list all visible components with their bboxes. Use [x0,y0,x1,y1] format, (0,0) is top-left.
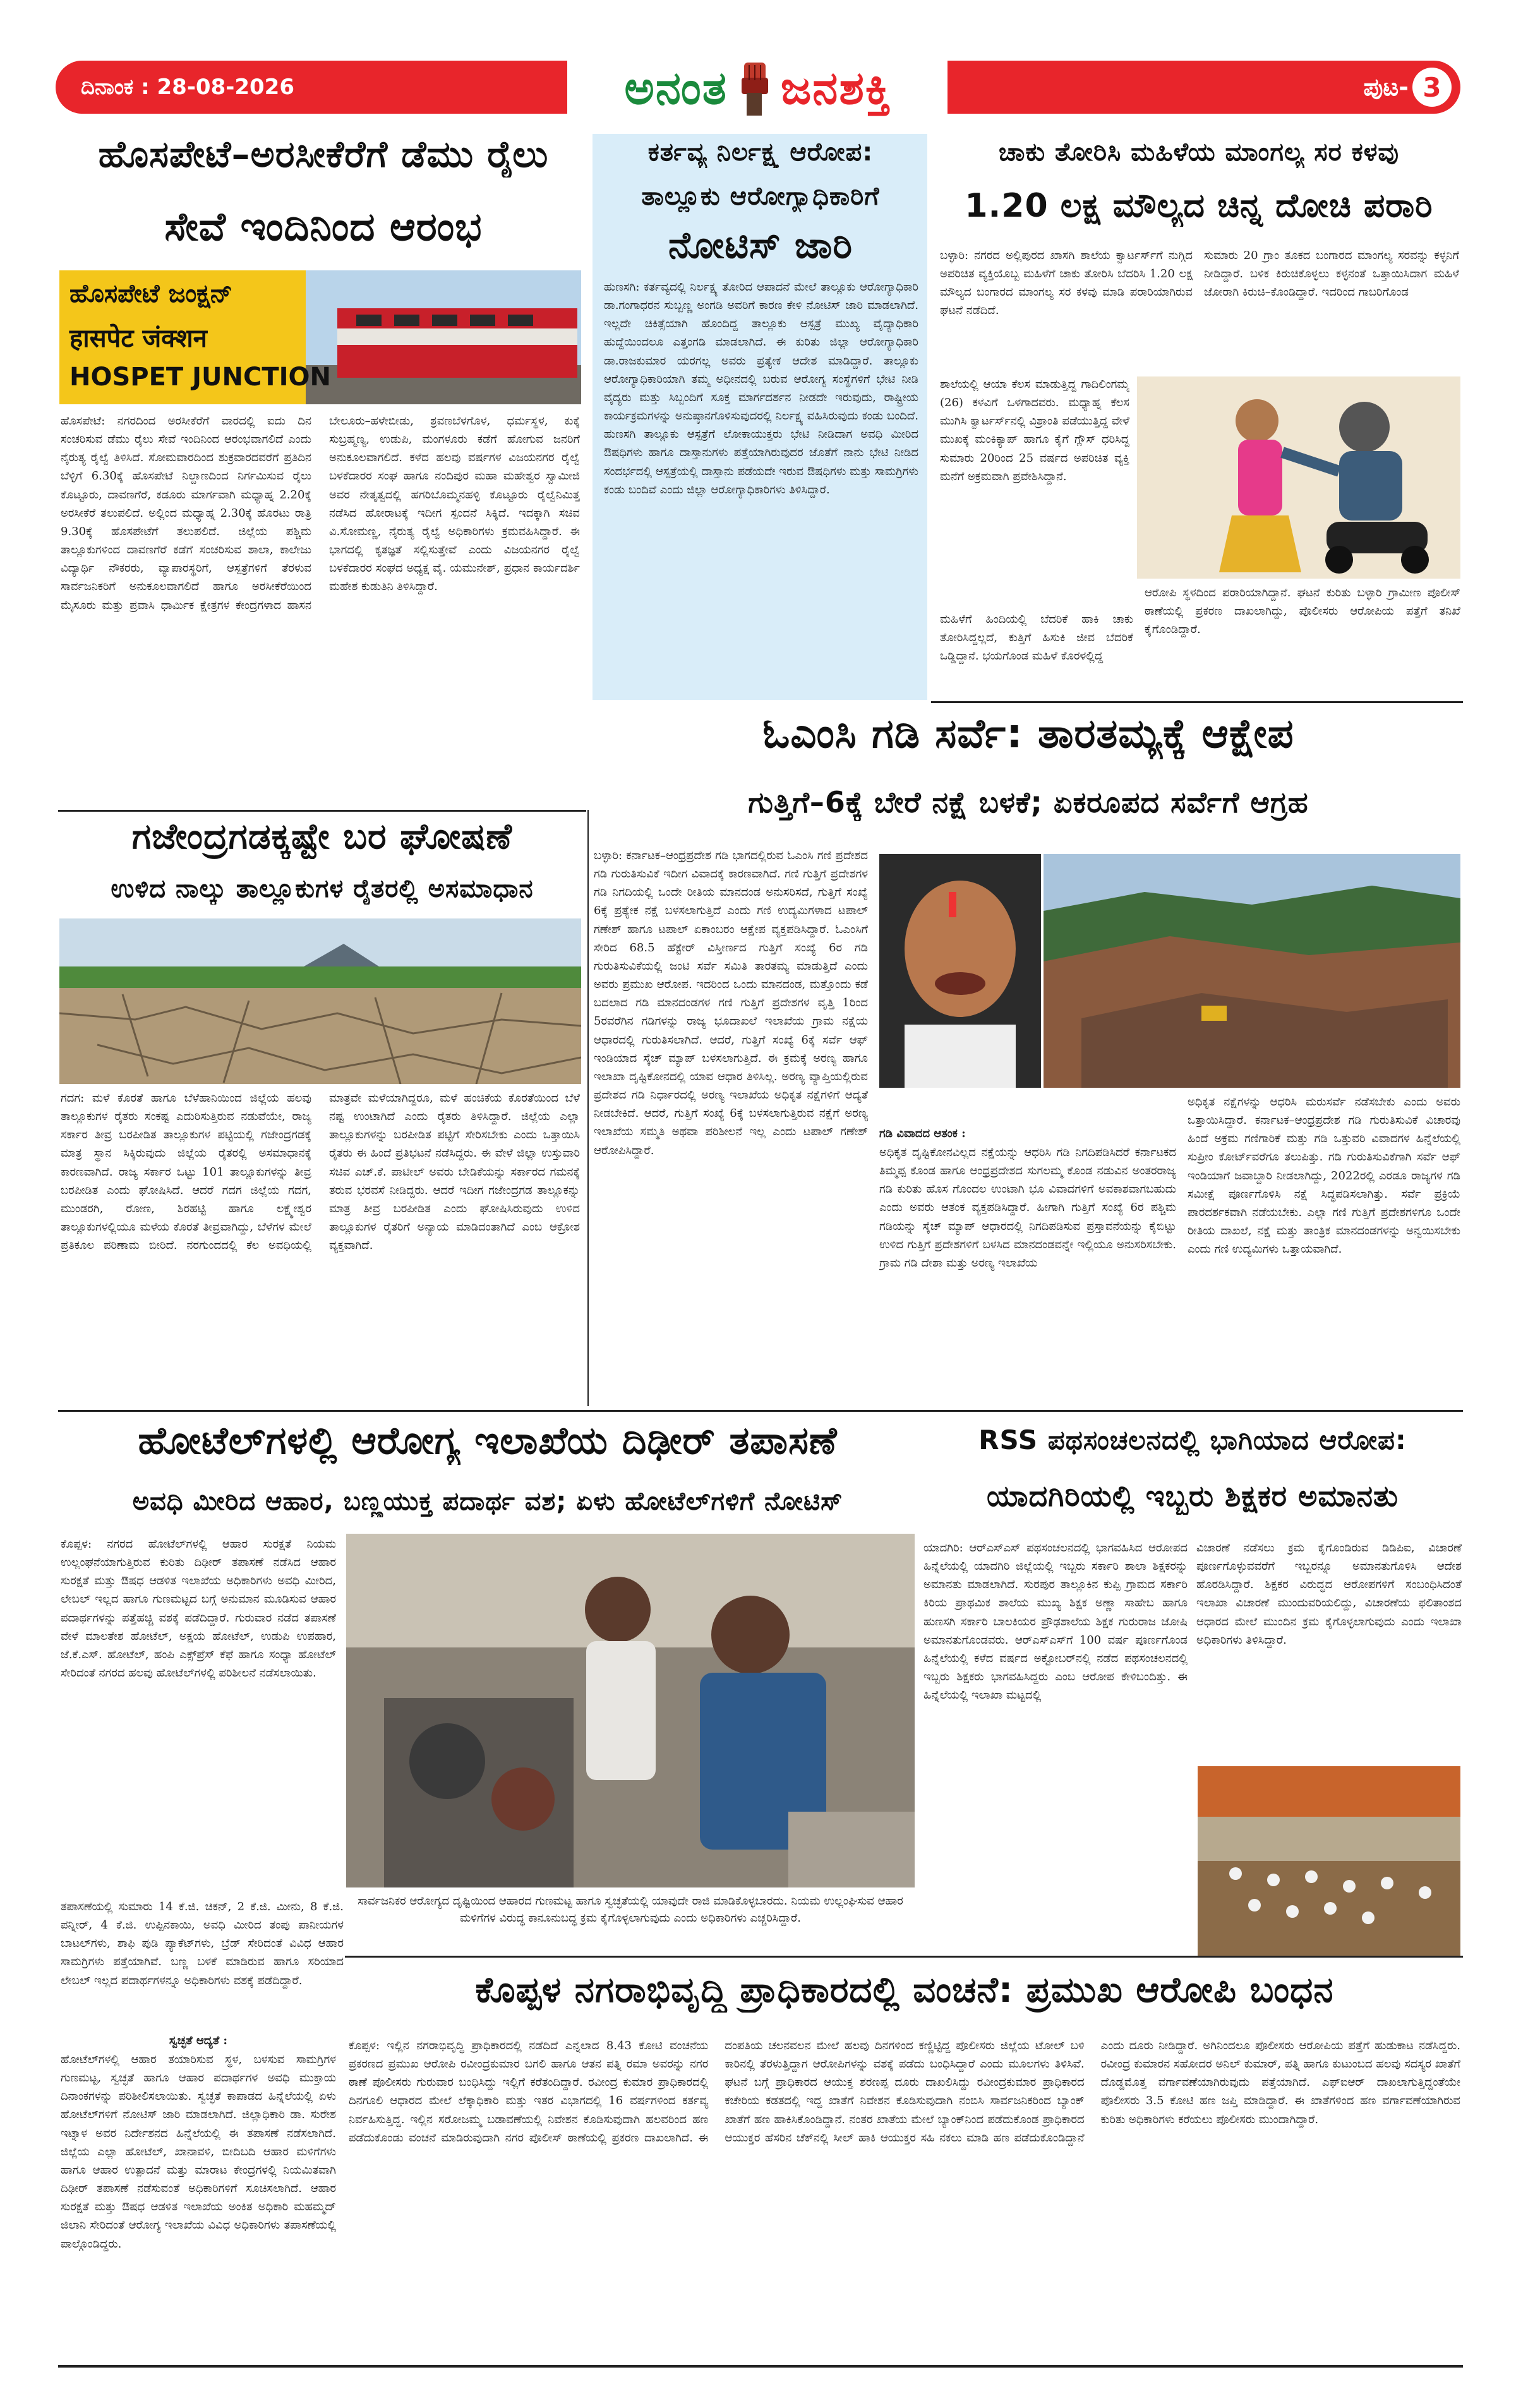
notice-headline-2: ತಾಲ್ಲೂಕು ಆರೋಗ್ಯಾಧಿಕಾರಿಗೆ [641,182,880,211]
divider-bottom [345,1956,1463,1958]
hotel-headline-2: ಅವಧಿ ಮೀರಿದ ಆಹಾರ, ಬಣ್ಣಯುಕ್ತ ಪದಾರ್ಥ ವಶ; ಏಳು ಹೋಟೆಲ್‌ಗಳಿಗೆ ನೋಟಿಸ್ [132,1487,843,1516]
chain-body-a: ಬಳ್ಳಾರಿ: ನಗರದ ಅಲ್ಲಿಪುರದ ಖಾಸಗಿ ಶಾಲೆಯ ಕ್ವಾರ್ಟರ್ಸ್‌ಗೆ ನುಗ್ಗಿದ ಅಪರಿಚಿತ ವ್ಯಕ್ತಿಯೊಬ್ಬ ಮಹಿಳೆಗೆ ಚಾಕು ತೋರಿಸಿ ಬೆದರಿಸಿ 1.20 ಲಕ್ಷ ಮೌಲ್ಯದ ಬಂಗಾರದ ಮಾಂಗಲ್ಯ ಸರ ಕಳವು ಮಾಡಿ ಪರಾರಿಯಾಗಿರುವ ಘಟನೆ ನಡೆದಿದೆ. [940,249,1193,318]
notice-body: ಹುಣಸಗಿ: ಕರ್ತವ್ಯದಲ್ಲಿ ನಿರ್ಲಕ್ಷ್ಯ ತೋರಿದ ಆಪಾದನೆ ಮೇಲೆ ತಾಲ್ಲೂಕು ಆರೋಗ್ಯಾಧಿಕಾರಿ ಡಾ.ಗಂಗಾಧರನ ಸುಬ್ಬಣ್ಣ ಅಂಗಡಿ ಅವರಿಗೆ ಕಾರಣ ಕೇಳಿ ನೋಟಿಸ್ ಜಾರಿ ಮಾಡಲಾಗಿದೆ. ಇಲ್ಲದೇ ಚಿಕಿತ್ಸೆಯಾಗಿ ಹೊಂದಿದ್ದ ತಾಲ್ಲೂಕು ಆಸ್ಪತ್ರೆ ಮುಖ್ಯ ವೈದ್ಯಾಧಿಕಾರಿ ಹುದ್ದೆಯಿಂದಲೂ ಎತ್ತಂಗಡಿ ಮಾಡಲಾಗಿದೆ. ಈ ಕುರಿತು ಜಿಲ್ಲಾ ಆರೋಗ್ಯಾಧಿಕಾರಿ ಡಾ.ರಾಜಕುಮಾರ ಯರಗಲ್ಲ ಅವರು ಪ್ರತ್ಯೇಕ ಆದೇಶ ಮಾಡಿದ್ದಾರೆ. ತಾಲ್ಲೂಕು ಆರೋಗ್ಯಾಧಿಕಾರಿಯಾಗಿ ತಮ್ಮ ಅಧೀನದಲ್ಲಿ ಬರುವ ಆರೋಗ್ಯ ಸಂಸ್ಥೆಗಳಿಗೆ ಭೇಟಿ ನೀಡಿ ವೈದ್ಯರು ಮತ್ತು ಸಿಬ್ಬಂದಿಗೆ ಸೂಕ್ತ ಮಾರ್ಗದರ್ಶನ ನೀಡದೇ ಇರುವುದು, ರಾಷ್ಟ್ರೀಯ ಕಾರ್ಯಕ್ರಮಗಳನ್ನು ಅನುಷ್ಠಾನಗೊಳಿಸುವುದರಲ್ಲಿ ನಿರ್ಲಕ್ಷ್ಯ ವಹಿಸಿರುವುದು ಕಂಡು ಬಂದಿದೆ. ಹುಣಸಗಿ ತಾಲ್ಲೂಕು ಆಸ್ಪತ್ರೆಗೆ ಲೋಕಾಯುಕ್ತರು ಭೇಟಿ ನೀಡಿದಾಗ ಅವಧಿ ಮೀರಿದ ಔಷಧಿಗಳು ಹಾಗೂ ದಾಸ್ತಾನುಗಳು ಪತ್ತೆಯಾಗಿರುವುದರ ಜೊತೆಗೆ ನಾನು ಭೇಟಿ ನೀಡಿದ ಸಂದರ್ಭದಲ್ಲಿ ಆಸ್ಪತ್ರೆಯಲ್ಲಿ ದಾಸ್ತಾನು ಪಡೆಯದೇ ಇರುವ ಔಷಧಿಗಳು ಮತ್ತು ಸಾಮಗ್ರಿಗಳು ಕಂಡು ಬಂದಿವೆ ಎಂದು ಜಿಲ್ಲಾ ಆರೋಗ್ಯಾಧಿಕಾರಿಗಳು ತಿಳಿಸಿದ್ದಾರೆ. [604,280,918,497]
hotel-photo-caption: ಸಾರ್ವಜನಿಕರ ಆರೋಗ್ಯದ ದೃಷ್ಟಿಯಿಂದ ಆಹಾರದ ಗುಣಮಟ್ಟ ಹಾಗೂ ಸ್ವಚ್ಛತೆಯಲ್ಲಿ ಯಾವುದೇ ರಾಜಿ ಮಾಡಿಕೊಳ್ಳಬಾರದು. ನಿಯಮ ಉಲ್ಲಂಘಿಸುವ ಆಹಾರ ಮಳಿಗೆಗಳ ವಿರುದ್ಧ ಕಾನೂನುಬದ್ಧ ಕ್ರಮ ಕೈಗೊಳ್ಳಲಾಗುವುದು ಎಂದು ಅಧಿಕಾರಿಗಳು ಎಚ್ಚರಿಸಿದ್ದಾರೆ. [358,1894,903,1925]
omc-subhead: ಗಡಿ ವಿವಾದದ ಆತಂಕ : [879,1127,966,1140]
omc-body-left: ಬಳ್ಳಾರಿ: ಕರ್ನಾಟಕ–ಆಂಧ್ರಪ್ರದೇಶ ಗಡಿ ಭಾಗದಲ್ಲಿರುವ ಓಎಂಸಿ ಗಣಿ ಪ್ರದೇಶದ ಗಡಿ ಗುರುತಿಸುವಿಕೆ ಇದೀಗ ವಿವಾದಕ್ಕೆ ಕಾರಣವಾಗಿದೆ. ಗಣಿ ಗುತ್ತಿಗೆ ಪ್ರದೇಶಗಳ ಗಡಿ ನಿಗದಿಯಲ್ಲಿ ಒಂದೇ ರೀತಿಯ ಮಾನದಂಡ ಅನುಸರಿಸದೆ, ಗುತ್ತಿಗೆ ಸಂಖ್ಯೆ 6ಕ್ಕೆ ಪ್ರತ್ಯೇಕ ನಕ್ಷೆ ಬಳಸಲಾಗುತ್ತಿದೆ ಎಂದು ಗಣಿ ಉದ್ಯಮಿಗಳಾದ ಟಪಾಲ್ ಗಣೇಶ್ ಹಾಗೂ ಟಪಾಲ್ ಏಕಾಂಬರಂ ಆಕ್ಷೇಪ ವ್ಯಕ್ತಪಡಿಸಿದ್ದಾರೆ. ಓಎಂಸಿಗೆ ಸೇರಿದ 68.5 ಹೆಕ್ಟೇರ್ ವಿಸ್ತೀರ್ಣದ ಗುತ್ತಿಗೆ ಸಂಖ್ಯೆ 6ರ ಗಡಿ ಗುರುತಿಸುವಿಕೆಯಲ್ಲಿ ಜಂಟಿ ಸರ್ವೆ ಸಮಿತಿ ತಾರತಮ್ಯ ಮಾಡುತ್ತಿದೆ ಎಂದು ಅವರು ಪ್ರಮುಖ ಆರೋಪ. ಇದರಿಂದ ಒಂದು ಮಾನದಂಡ, ಮತ್ತೊಂದು ಕಡೆ ಬದಲಾದ ಗಡಿ ಮಾನದಂಡಗಳ ಗಣಿ ಗುತ್ತಿಗೆ ಪ್ರದೇಶಗಳ ವೃತ್ತಿ 1ರಿಂದ 5ರವರೆಗಿನ ಗಡಿಗಳನ್ನು ರಾಜ್ಯ ಭೂದಾಖಲೆ ಇಲಾಖೆಯ ಗ್ರಾಮ ನಕ್ಷೆಯ ಆಧಾರದಲ್ಲಿ ಗುರುತಿಸಲಾಗಿದೆ. ಆದರೆ, ಗುತ್ತಿಗೆ ಸಂಖ್ಯೆ 6ಕ್ಕೆ ಸರ್ವೆ ಆಫ್ ಇಂಡಿಯಾದ ಸ್ಕೆಚ್ ಮ್ಯಾಪ್ ಬಳಸಲಾಗುತ್ತಿದೆ. ಈ ಕ್ರಮಕ್ಕೆ ಅರಣ್ಯ ಹಾಗೂ ಇಲಾಖಾ ದೃಷ್ಟಿಕೋನದಲ್ಲಿ ಯಾವ ಆಧಾರ ತಿಳಿಸಿಲ್ಲ. ಅರಣ್ಯ ವ್ಯಾಪ್ತಿಯಲ್ಲಿರುವ ಪ್ರದೇಶದ ಗಡಿ ನಿರ್ಧಾರದಲ್ಲಿ ಅರಣ್ಯ ಇಲಾಖೆಯ ಅಧಿಕೃತ ನಕ್ಷೆಗಳಿಗೆ ಆದ್ಯತೆ ನೀಡಬೇಕಿದೆ. ಆದರೆ, ಗುತ್ತಿಗೆ ಸಂಖ್ಯೆ 6ಕ್ಕೆ ಬಳಸಲಾಗುತ್ತಿರುವ ನಕ್ಷೆಗೆ ಅರಣ್ಯ ಇಲಾಖೆಯ ಸಮ್ಮತಿ ಅಥವಾ ಪರಿಶೀಲನೆ ಇಲ್ಲ ಎಂದು ಟಪಾಲ್ ಗಣೇಶ್ ಆರೋಪಿಸಿದ್ದಾರೆ. [594,849,868,1157]
rss-body-right: ವಿಚಾರಣೆ ನಡೆಸಲು ಕ್ರಮ ಕೈಗೊಂಡಿರುವ ಡಿಡಿಪಿಐ, ವಿಚಾರಣೆ ಪೂರ್ಣಗೊಳ್ಳುವವರೆಗೆ ಇಬ್ಬರನ್ನೂ ಅಮಾನತುಗೊಳಿಸಿ ಆದೇಶ ಹೊರಡಿಸಿದ್ದಾರೆ. ಶಿಕ್ಷಕರ ವಿರುದ್ಧದ ಆರೋಪಗಳಿಗೆ ಸಂಬಂಧಿಸಿದಂತೆ ಇಲಾಖಾ ವಿಚಾರಣೆ ಮುಂದುವರಿಯಲಿದ್ದು, ವಿಚಾರಣೆಯ ಫಲಿತಾಂಶದ ಆಧಾರದ ಮೇಲೆ ಮುಂದಿನ ಕ್ರಮ ಕೈಗೊಳ್ಳಲಾಗುವುದು ಎಂದು ಇಲಾಖಾ ಅಧಿಕಾರಿಗಳು ತಿಳಿಸಿದ್ದಾರೆ. [1196,1541,1462,1647]
page-number-badge [1412,68,1452,107]
chain-body-d: ಮಹಿಳೆಗೆ ಹಿಂದಿಯಲ್ಲಿ ಬೆದರಿಕೆ ಹಾಕಿ ಚಾಕು ತೋರಿಸಿದ್ದಲ್ಲದೆ, ಕುತ್ತಿಗೆ ಹಿಸುಕಿ ಜೀವ ಬೆದರಿಕೆ ಒಡ್ಡಿದ್ದಾನೆ. ಭಯಗೊಂಡ ಮಹಿಳೆ ಕೊರಳಲ್ಲಿದ್ದ [940,613,1133,663]
hotel-subhead: ಸ್ವಚ್ಛತೆ ಆದ್ಯತೆ : [169,2034,228,2047]
drought-headline-2: ಉಳಿದ ನಾಲ್ಕು ತಾಲ್ಲೂಕುಗಳ ರೈತರಲ್ಲಿ ಅಸಮಾಧಾನ [111,874,534,903]
sign-text-1: ಹೊಸಪೇಟೆ ಜಂಕ್ಷನ್ [69,279,233,308]
notice-headline-1: ಕರ್ತವ್ಯ ನಿರ್ಲಕ್ಷ್ಯ ಆರೋಪ: [647,138,874,167]
masthead-logo [572,56,944,121]
rss-march-photo [1198,1766,1460,1956]
omc-headline-1: ಓಎಂಸಿ ಗಡಿ ಸರ್ವೆ: ತಾರತಮ್ಯಕ್ಕೆ ಆಕ್ಷೇಪ [762,711,1294,757]
fist-icon [734,59,774,118]
hospet-junction-photo [59,270,581,404]
koppal-headline: ಕೊಪ್ಪಳ ನಗರಾಭಿವೃದ್ಧಿ ಪ್ರಾಧಿಕಾರದಲ್ಲಿ ವಂಚನೆ: ಪ್ರಮುಖ ಆರೋಪಿ ಬಂಧನ [475,1970,1334,2011]
chain-body-right: ಸುಮಾರು 20 ಗ್ರಾಂ ತೂಕದ ಬಂಗಾರದ ಮಾಂಗಲ್ಯ ಸರವನ್ನು ಕಳ್ಳನಿಗೆ ನೀಡಿದ್ದಾರೆ. ಬಳಿಕ ಕಿರುಚಿಕೊಳ್ಳಲು ಕಳ್ಳನಂತೆ ಒತ್ತಾಯಿಸಿದಾಗ ಮಹಿಳೆ ಜೋರಾಗಿ ಕಿರುಚಿ–ಕೊಂಡಿದ್ದಾರೆ. ಇದರಿಂದ ಗಾಬರಿಗೊಂಡ [1204,249,1459,299]
page-number-banner [948,61,1460,114]
hotel-inspection-photo [346,1534,915,1887]
omc-portrait-photo [879,854,1041,1088]
divider-mid [58,1410,1463,1412]
demu-headline-2: ಸೇವೆ ಇಂದಿನಿಂದ ಆರಂಭ [164,203,483,250]
koppal-body: ಕೊಪ್ಪಳ: ಇಲ್ಲಿನ ನಗರಾಭಿವೃದ್ಧಿ ಪ್ರಾಧಿಕಾರದಲ್ಲಿ ನಡೆದಿದೆ ಎನ್ನಲಾದ 8.43 ಕೋಟಿ ವಂಚನೆಯ ಪ್ರಕರಣದ ಪ್ರಮುಖ ಆರೋಪಿ ರವೀಂದ್ರಕುಮಾರ ಬಗಲಿ ಹಾಗೂ ಆತನ ಪತ್ನಿ ರಮಾ ಅವರನ್ನು ನಗರ ಠಾಣೆ ಪೊಲೀಸರು ಗುರುವಾರ ಬಂಧಿಸಿದ್ದು ಇಲ್ಲಿಗೆ ಕರೆತಂದಿದ್ದಾರೆ. ರವೀಂದ್ರ ಕುಮಾರ ಪ್ರಾಧಿಕಾರದಲ್ಲಿ ದಿನಗೂಲಿ ಆಧಾರದ ಮೇಲೆ ಲೆಕ್ಕಾಧಿಕಾರಿ ಮತ್ತು ಇತರ ವಿಭಾಗದಲ್ಲಿ 16 ವರ್ಷಗಳಿಂದ ಕರ್ತವ್ಯ ನಿರ್ವಹಿಸುತ್ತಿದ್ದ. ಇಲ್ಲಿನ ಸರೋಜಮ್ಮ ಬಡಾವಣೆಯಲ್ಲಿ ನಿವೇಶನ ಕೊಡಿಸುವುದಾಗಿ ಹಲವರಿಂದ ಹಣ ಪಡೆದುಕೊಂಡು ವಂಚನೆ ಮಾಡಿರುವುದಾಗಿ ನಗರ ಪೊಲೀಸ್ ಠಾಣೆಯಲ್ಲಿ ಪ್ರಕರಣ ದಾಖಲಾಗಿದೆ. ಈ ದಂಪತಿಯ ಚಲನವಲನ ಮೇಲೆ ಹಲವು ದಿನಗಳಿಂದ ಕಣ್ಣಿಟ್ಟಿದ್ದ ಪೊಲೀಸರು ಜಿಲ್ಲೆಯ ಟೋಲ್ ಬಳಿ ಕಾರಿನಲ್ಲಿ ತೆರಳುತ್ತಿದ್ದಾಗ ಆರೋಪಿಗಳನ್ನು ವಶಕ್ಕೆ ಪಡೆದು ಬಂಧಿಸಿದ್ದಾರೆ ಎಂದು ಮೂಲಗಳು ತಿಳಿಸಿವೆ. ಘಟನೆ ಬಗ್ಗೆ ಪ್ರಾಧಿಕಾರದ ಆಯುಕ್ತ ಶರಣಪ್ಪ ದೂರು ದಾಖಲಿಸಿದ್ದು ರವೀಂದ್ರಕುಮಾರ ಪ್ರಾಧಿಕಾರದ ಕಚೇರಿಯ ಕಡತದಲ್ಲಿ ಇದ್ದ ಖಾತೆಗೆ ನಿವೇಶನ ಕೊಡಿಸುವುದಾಗಿ ನಂಬಿಸಿ ಸಾರ್ವಜನಿಕರಿಂದ ಬ್ಯಾಂಕ್ ಖಾತೆಗೆ ಹಣ ಹಾಕಿಸಿಕೊಂಡಿದ್ದಾನೆ. ನಂತರ ಖಾತೆಯ ಮೇಲೆ ಬ್ಯಾಂಕ್‌ನಿಂದ ಪಡೆದುಕೊಂಡ ಪ್ರಾಧಿಕಾರದ ಆಯುಕ್ತರ ಹೆಸರಿನ ಚೆಕ್‌ನಲ್ಲಿ ಸೀಲ್ ಹಾಕಿ ಆಯುಕ್ತರ ಸಹಿ ನಕಲು ಮಾಡಿ ಹಣ ಪಡೆದುಕೊಂಡಿದ್ದಾನೆ ಎಂದು ದೂರು ನೀಡಿದ್ದಾರೆ. ಅಗಿನಿಂದಲೂ ಪೊಲೀಸರು ಆರೋಪಿಯ ಪತ್ತೆಗೆ ಹುಡುಕಾಟ ನಡೆಸಿದ್ದರು. ರವೀಂದ್ರ ಕುಮಾರನ ಸಹೋದರ ಅನಿಲ್ ಕುಮಾರ್, ಪತ್ನಿ ಹಾಗೂ ಕುಟುಂಬದ ಹಲವು ಸದಸ್ಯರ ಖಾತೆಗೆ ದೊಡ್ಡಮೊತ್ತ ವರ್ಗಾವಣೆಯಾಗಿರುವುದು ಪತ್ತೆಯಾಗಿದೆ. ಎಫ್‌ಐಆರ್ ದಾಖಲಾಗುತ್ತಿದ್ದಂತೆಯೇ ಪೊಲೀಸರು 3.5 ಕೋಟಿ ಹಣ ಜಪ್ತಿ ಮಾಡಿದ್ದಾರೆ. ಈ ಖಾತೆಗಳಿಂದ ಹಣ ವರ್ಗಾವಣೆಯಾಗಿರುವ ಕುರಿತು ಅಧಿಕಾರಿಗಳು ಕರೆಯಲು ಪೊಲೀಸರು ಮುಂದಾಗಿದ್ದಾರೆ. [349,2039,1460,2145]
page-label: ಪುಟ- [1363,73,1409,101]
page-number: 3 [1423,71,1441,103]
demu-headline-1: ಹೊಸಪೇಟೆ–ಅರಸೀಕೆರೆಗೆ ಡೆಮು ರೈಲು [98,133,549,176]
hotel-body-full: ತಪಾಸಣೆಯಲ್ಲಿ ಸುಮಾರು 14 ಕೆ.ಜಿ. ಚಿಕನ್, 2 ಕೆ.ಜಿ. ಮೀನು, 8 ಕೆ.ಜಿ. ಪನ್ನೀರ್, 4 ಕೆ.ಜಿ. ಉಪ್ಪಿನಕಾಯಿ, ಅವಧಿ ಮೀರಿದ ತಂಪು ಪಾನೀಯಗಳ ಬಾಟಲ್‌ಗಳು, ಶಾಫಿ ಪುಡಿ ಪ್ಯಾಕೆಟ್‌ಗಳು, ಬ್ರೆಡ್ ಸೇರಿದಂತೆ ವಿವಿಧ ಆಹಾರ ಸಾಮಗ್ರಿಗಳು ಪತ್ತೆಯಾಗಿವೆ. ಬಣ್ಣ ಬಳಕೆ ಮಾಡಿರುವ ಹಾಗೂ ಸರಿಯಾದ ಲೇಬಲ್ ಇಲ್ಲದ ಪದಾರ್ಥಗಳನ್ನೂ ಅಧಿಕಾರಿಗಳು ವಶಕ್ಕೆ ಪಡೆದಿದ್ದಾರೆ. [61,1900,344,1987]
drought-headline-1: ಗಜೇಂದ್ರಗಡಕ್ಕಷ್ಟೇ ಬರ ಘೋಷಣೆ [131,816,513,857]
logo-text-right: ಜನಶಕ್ತಿ [780,61,892,114]
sign-text-2: हासपेट जंक्शन [69,324,207,353]
chain-body-c: ಆರೋಪಿ ಸ್ಥಳದಿಂದ ಪರಾರಿಯಾಗಿದ್ದಾನೆ. ಘಟನೆ ಕುರಿತು ಬಳ್ಳಾರಿ ಗ್ರಾಮೀಣ ಪೊಲೀಸ್ ಠಾಣೆಯಲ್ಲಿ ಪ್ರಕರಣ ದಾಖಲಾಗಿದ್ದು, ಪೊಲೀಸರು ಆರೋಪಿಯ ಪತ್ತೆಗೆ ತನಿಖೆ ಕೈಗೊಂಡಿದ್ದಾರೆ. [1145,586,1460,637]
rss-body-left: ಯಾದಗಿರಿ: ಆರ್‌ಎಸ್‌ಎಸ್ ಪಥಸಂಚಲನದಲ್ಲಿ ಭಾಗವಹಿಸಿದ ಆರೋಪದ ಹಿನ್ನೆಲೆಯಲ್ಲಿ ಯಾದಗಿರಿ ಜಿಲ್ಲೆಯಲ್ಲಿ ಇಬ್ಬರು ಸರ್ಕಾರಿ ಶಾಲಾ ಶಿಕ್ಷಕರನ್ನು ಅಮಾನತು ಮಾಡಲಾಗಿದೆ. ಸುರಪುರ ತಾಲ್ಲೂಕಿನ ಕುಪ್ಪಿ ಗ್ರಾಮದ ಸರ್ಕಾರಿ ಕಿರಿಯ ಪ್ರಾಥಮಿಕ ಶಾಲೆಯ ಮುಖ್ಯ ಶಿಕ್ಷಕ ಅಣ್ಣಾ ಸಾಹೇಬ ಹಾಗೂ ಹುಣಸಗಿ ಸರ್ಕಾರಿ ಬಾಲಕಿಯರ ಪ್ರೌಢಶಾಲೆಯ ಶಿಕ್ಷಕ ಗುರುರಾಜ ಜೋಷಿ ಅಮಾನತುಗೊಂಡವರು. ಆರ್‌ಎಸ್‌ಎಸ್‌ಗೆ 100 ವರ್ಷ ಪೂರ್ಣಗೊಂಡ ಹಿನ್ನೆಲೆಯಲ್ಲಿ ಕಳೆದ ವರ್ಷದ ಅಕ್ಟೋಬರ್‌ನಲ್ಲಿ ನಡೆದ ಪಥಸಂಚಲನದಲ್ಲಿ ಇಬ್ಬರು ಶಿಕ್ಷಕರು ಭಾಗವಹಿಸಿದ್ದರು ಎಂಬ ಆರೋಪ ಕೇಳಿಬಂದಿತ್ತು. ಈ ಹಿನ್ನೆಲೆಯಲ್ಲಿ ಇಲಾಖಾ ಮಟ್ಟದಲ್ಲಿ [923,1541,1188,1702]
notice-headline-3: ನೋಟಿಸ್ ಜಾರಿ [668,224,853,267]
drought-body: ಗದಗ: ಮಳೆ ಕೊರತೆ ಹಾಗೂ ಬೆಳೆಹಾನಿಯಿಂದ ಜಿಲ್ಲೆಯ ಹಲವು ತಾಲ್ಲೂಕುಗಳ ರೈತರು ಸಂಕಷ್ಟ ಎದುರಿಸುತ್ತಿರುವ ನಡುವೆಯೇ, ರಾಜ್ಯ ಸರ್ಕಾರ ತೀವ್ರ ಬರಪೀಡಿತ ತಾಲ್ಲೂಕುಗಳ ಪಟ್ಟಿಯಲ್ಲಿ ಗಜೇಂದ್ರಗಡಕ್ಕೆ ಮಾತ್ರ ಸ್ಥಾನ ಸಿಕ್ಕಿರುವುದು ಜಿಲ್ಲೆಯ ರೈತರಲ್ಲಿ ಅಸಮಾಧಾನಕ್ಕೆ ಕಾರಣವಾಗಿದೆ. ರಾಜ್ಯ ಸರ್ಕಾರ ಒಟ್ಟು 101 ತಾಲ್ಲೂಕುಗಳನ್ನು ತೀವ್ರ ಬರಪೀಡಿತ ಎಂದು ಘೋಷಿಸಿದೆ. ಆದರೆ ಗದಗ ಜಿಲ್ಲೆಯ ಗದಗ, ಮುಂಡರಗಿ, ರೋಣ, ಶಿರಹಟ್ಟಿ ಹಾಗೂ ಲಕ್ಷ್ಮೇಶ್ವರ ತಾಲ್ಲೂಕುಗಳಲ್ಲಿಯೂ ಮಳೆಯ ಕೊರತೆ ತೀವ್ರವಾಗಿದ್ದು, ಬೆಳೆಗಳ ಮೇಲೆ ಪ್ರತಿಕೂಲ ಪರಿಣಾಮ ಬೀರಿದೆ. ನರಗುಂದದಲ್ಲಿ ಕೆಲ ಅವಧಿಯಲ್ಲಿ ಮಾತ್ರವೇ ಮಳೆಯಾಗಿದ್ದರೂ, ಮಳೆ ಹಂಚಿಕೆಯ ಕೊರತೆಯಿಂದ ಬೆಳೆ ನಷ್ಟ ಉಂಟಾಗಿದೆ ಎಂದು ರೈತರು ತಿಳಿಸಿದ್ದಾರೆ. ಜಿಲ್ಲೆಯ ಎಲ್ಲಾ ತಾಲ್ಲೂಕುಗಳನ್ನು ಬರಪೀಡಿತ ಪಟ್ಟಿಗೆ ಸೇರಿಸಬೇಕು ಎಂದು ಒತ್ತಾಯಿಸಿ ರೈತರು ಈ ಹಿಂದೆ ಪ್ರತಿಭಟನೆ ನಡೆಸಿದ್ದರು. ಈ ವೇಳೆ ಜಿಲ್ಲಾ ಉಸ್ತುವಾರಿ ಸಚಿವ ಎಚ್.ಕೆ. ಪಾಟೀಲ್ ಅವರು ಬೇಡಿಕೆಯನ್ನು ಸರ್ಕಾರದ ಗಮನಕ್ಕೆ ತರುವ ಭರವಸೆ ನೀಡಿದ್ದರು. ಆದರೆ ಇದೀಗ ಗಜೇಂದ್ರಗಡ ತಾಲ್ಲೂಕನ್ನು ಮಾತ್ರ ತೀವ್ರ ಬರಪೀಡಿತ ಎಂದು ಘೋಷಿಸಿರುವುದು ಉಳಿದ ತಾಲ್ಲೂಕುಗಳ ರೈತರಿಗೆ ಅನ್ಯಾಯ ಮಾಡಿದಂತಾಗಿದೆ ಎಂಬ ಆಕ್ರೋಶ ವ್ಯಕ್ತವಾಗಿದೆ. [61,1092,580,1253]
hotel-body-left: ಕೊಪ್ಪಳ: ನಗರದ ಹೋಟೆಲ್‌ಗಳಲ್ಲಿ ಆಹಾರ ಸುರಕ್ಷತೆ ನಿಯಮ ಉಲ್ಲಂಘನೆಯಾಗುತ್ತಿರುವ ಕುರಿತು ದಿಢೀರ್ ತಪಾಸಣೆ ನಡೆಸಿದ ಆಹಾರ ಸುರಕ್ಷತೆ ಮತ್ತು ಔಷಧ ಆಡಳಿತ ಇಲಾಖೆಯ ಅಧಿಕಾರಿಗಳು ಅವಧಿ ಮೀರಿದ, ಲೇಬಲ್ ಇಲ್ಲದ ಹಾಗೂ ಗುಣಮಟ್ಟದ ಬಗ್ಗೆ ಅನುಮಾನ ಮೂಡಿಸುವ ಆಹಾರ ಪದಾರ್ಥಗಳನ್ನು ಪತ್ತೆಹಚ್ಚಿ ವಶಕ್ಕೆ ಪಡೆದಿದ್ದಾರೆ. ಗುರುವಾರ ನಡೆದ ತಪಾಸಣೆ ವೇಳೆ ಮಾಲತೇಶ ಹೋಟೆಲ್, ಅಕ್ಷಯ ಹೋಟೆಲ್, ಉಡುಪಿ ಉಪಹಾರ, ಜೆ.ಕೆ.ಎಸ್. ಹೋಟೆಲ್, ಹಂಪಿ ಎಕ್ಸ್‌ಪ್ರೆಸ್ ಕೆಫೆ ಹಾಗೂ ಸಂಧ್ಯಾ ಹೋಟೆಲ್ ಸೇರಿದಂತೆ ನಗರದ ಹಲವು ಹೋಟೆಲ್‌ಗಳಲ್ಲಿ ಪರಿಶೀಲನೆ ನಡೆಸಲಾಯಿತು. [61,1538,336,1680]
date-banner [56,61,567,114]
rss-headline-2: ಯಾದಗಿರಿಯಲ್ಲಿ ಇಬ್ಬರು ಶಿಕ್ಷಕರ ಅಮಾನತು [986,1479,1399,1513]
demu-body: ಹೊಸಪೇಟೆ: ನಗರದಿಂದ ಅರಸೀಕೆರೆಗೆ ವಾರದಲ್ಲಿ ಐದು ದಿನ ಸಂಚರಿಸುವ ಡೆಮು ರೈಲು ಸೇವೆ ಇಂದಿನಿಂದ ಆರಂಭವಾಗಲಿದೆ ಎಂದು ನೈರುತ್ಯ ರೈಲ್ವೆ ತಿಳಿಸಿದೆ. ಸೋಮವಾರದಿಂದ ಶುಕ್ರವಾರದವರೆಗೆ ಪ್ರತಿದಿನ ಬೆಳ್ಳಿಗೆ 6.30ಕ್ಕೆ ಹೊಸಪೇಟೆ ನಿಲ್ದಾಣದಿಂದ ನಿರ್ಗಮಿಸುವ ರೈಲು ಕೊಟ್ಟೂರು, ದಾವಣಗೆರೆ, ಕಡೂರು ಮಾರ್ಗವಾಗಿ ಮಧ್ಯಾಹ್ನ 2.20ಕ್ಕೆ ಅರಸೀಕೆರೆ ತಲುಪಲಿದೆ. ಅಲ್ಲಿಂದ ಮಧ್ಯಾಹ್ನ 2.30ಕ್ಕೆ ಹೊರಟು ರಾತ್ರಿ 9.30ಕ್ಕೆ ಹೊಸಪೇಟೆಗೆ ತಲುಪಲಿದೆ. ಜಿಲ್ಲೆಯ ಪಶ್ಚಿಮ ತಾಲ್ಲೂಕುಗಳಿಂದ ದಾವಣಗೆರೆ ಕಡೆಗೆ ಸಂಚರಿಸುವ ಶಾಲಾ, ಕಾಲೇಜು ವಿದ್ಯಾರ್ಥಿ ನೌಕರರು, ವ್ಯಾಪಾರಸ್ಥರಿಗೆ, ಆಸ್ಪತ್ರೆಗಳಿಗೆ ತೆರಳುವ ಸಾರ್ವಜನಿಕರಿಗೆ ಅನುಕೂಲವಾಗಲಿದೆ ಹಾಗೂ ಅರಸೀಕೆರೆಯಿಂದ ಮೈಸೂರು ಮತ್ತು ಪ್ರವಾಸಿ ಧಾರ್ಮಿಕ ಕ್ಷೇತ್ರಗಳ ಕೇಂದ್ರಗಳಾದ ಹಾಸನ ಬೇಲೂರು–ಹಳೇಬೀಡು, ಶ್ರವಣಬೆಳಗೊಳ, ಧರ್ಮಸ್ಥಳ, ಕುಕ್ಕೆ ಸುಬ್ರಹ್ಮಣ್ಯ, ಉಡುಪಿ, ಮಂಗಳೂರು ಕಡೆಗೆ ಹೋಗುವ ಜನರಿಗೆ ಅನುಕೂಲವಾಗಲಿದೆ. ಕಳೆದ ಹಲವು ವರ್ಷಗಳ ವಿಜಯನಗರ ರೈಲ್ವೆ ಬಳಕೆದಾರರ ಸಂಘ ಹಾಗೂ ನಂದಿಪುರ ಮಹಾ ಮಹೇಶ್ವರ ಸ್ವಾಮೀಜಿ ಅವರ ನೇತೃತ್ವದಲ್ಲಿ ಹಗರಿಬೊಮ್ಮನಹಳ್ಳಿ ಕೊಟ್ಟೂರು ರೈಲ್ವೆನಿಮಿತ್ತ ನಡೆಸಿದ ಹೋರಾಟಕ್ಕೆ ಇದೀಗ ಸ್ಪಂದನೆ ಸಿಕ್ಕಿದೆ. ಇದಕ್ಕಾಗಿ ಸಚಿವ ವಿ.ಸೋಮಣ್ಣ, ನೈರುತ್ಯ ರೈಲ್ವೆ ಅಧಿಕಾರಿಗಳು ಕ್ರಮವಹಿಸಿದ್ದಾರೆ. ಈ ಭಾಗದಲ್ಲಿ ಕೃತಜ್ಞತೆ ಸಲ್ಲಿಸುತ್ತೇವೆ ಎಂದು ವಿಜಯನಗರ ರೈಲ್ವೆ ಬಳಕೆದಾರರ ಸಂಘದ ಅಧ್ಯಕ್ಷ ವೈ. ಯಮುನೇಶ್, ಪ್ರಧಾನ ಕಾರ್ಯದರ್ಶಿ ಮಹೇಶ ಕುಡುತಿನಿ ತಿಳಿಸಿದ್ದಾರೆ. [61,414,580,612]
omc-body-right: ಅಧಿಕೃತ ನಕ್ಷೆಗಳನ್ನು ಆಧರಿಸಿ ಮರುಸರ್ವೆ ನಡೆಸಬೇಕು ಎಂದು ಅವರು ಒತ್ತಾಯಿಸಿದ್ದಾರೆ. ಕರ್ನಾಟಕ–ಆಂಧ್ರಪ್ರದೇಶ ಗಡಿ ಗುರುತಿಸುವಿಕೆ ವಿಚಾರವು ಹಿಂದೆ ಅಕ್ರಮ ಗಣಿಗಾರಿಕೆ ಮತ್ತು ಗಡಿ ಒತ್ತುವರಿ ವಿವಾದಗಳ ಹಿನ್ನೆಲೆಯಲ್ಲಿ ಸುಪ್ರೀಂ ಕೋರ್ಟ್‌ವರೆಗೂ ತಲುಪಿತ್ತು. ಗಡಿ ಗುರುತಿಸುವಿಕೆಗಾಗಿ ಸರ್ವೆ ಆಫ್ ಇಂಡಿಯಾಗೆ ಜವಾಬ್ದಾರಿ ನೀಡಲಾಗಿದ್ದು, 2022ರಲ್ಲಿ ಎರಡೂ ರಾಜ್ಯಗಳ ಗಡಿ ಸಮೀಕ್ಷೆ ಪೂರ್ಣಗೊಳಿಸಿ ನಕ್ಷೆ ಸಿದ್ಧಪಡಿಸಲಾಗಿತ್ತು. ಸರ್ವೆ ಪ್ರಕ್ರಿಯೆ ಪಾರದರ್ಶಕವಾಗಿ ನಡೆಯಬೇಕು. ಎಲ್ಲಾ ಗಣಿ ಗುತ್ತಿಗೆ ಪ್ರದೇಶಗಳಿಗೂ ಒಂದೇ ರೀತಿಯ ದಾಖಲೆ, ನಕ್ಷೆ ಮತ್ತು ತಾಂತ್ರಿಕ ಮಾನದಂಡಗಳನ್ನು ಅನ್ವಯಿಸಬೇಕು ಎಂದು ಗಣಿ ಉದ್ಯಮಿಗಳು ಒತ್ತಾಯವಾಗಿದೆ. [1188,1095,1460,1256]
logo-text-left: ಅನಂತ [624,61,728,114]
chain-headline-2: 1.20 ಲಕ್ಷ ಮೌಲ್ಯದ ಚಿನ್ನ ದೋಚಿ ಪರಾರಿ [965,187,1433,225]
chain-snatching-illustration [1137,376,1460,579]
divider-top-right [931,701,1463,703]
omc-headline-2: ಗುತ್ತಿಗೆ–6ಕ್ಕೆ ಬೇರೆ ನಕ್ಷೆ ಬಳಕೆ; ಏಕರೂಪದ ಸರ್ವೆಗೆ ಆಗ್ರಹ [748,785,1309,819]
hotel-body-bottom: ಹೋಟೆಲ್‌ಗಳಲ್ಲಿ ಆಹಾರ ತಯಾರಿಸುವ ಸ್ಥಳ, ಬಳಸುವ ಸಾಮಗ್ರಿಗಳ ಗುಣಮಟ್ಟ, ಸ್ವಚ್ಛತೆ ಹಾಗೂ ಆಹಾರ ಪದಾರ್ಥಗಳ ಅವಧಿ ಮುಕ್ತಾಯ ದಿನಾಂಕಗಳನ್ನು ಪರಿಶೀಲಿಸಲಾಯಿತು. ಸ್ವಚ್ಛತೆ ಕಾಪಾಡದ ಹಿನ್ನೆಲೆಯಲ್ಲಿ ಏಳು ಹೋಟೆಲ್‌ಗಳಿಗೆ ನೋಟಿಸ್ ಜಾರಿ ಮಾಡಲಾಗಿದೆ. ಜಿಲ್ಲಾಧಿಕಾರಿ ಡಾ. ಸುರೇಶ ಇಟ್ನಾಳ ಅವರ ನಿರ್ದೇಶನದ ಹಿನ್ನೆಲೆಯಲ್ಲಿ ಈ ತಪಾಸಣೆ ನಡೆಸಲಾಗಿದೆ. ಜಿಲ್ಲೆಯ ಎಲ್ಲಾ ಹೋಟೆಲ್, ಖಾನಾವಳಿ, ಬೀದಿಬದಿ ಆಹಾರ ಮಳಿಗೆಗಳು ಹಾಗೂ ಆಹಾರ ಉತ್ಪಾದನೆ ಮತ್ತು ಮಾರಾಟ ಕೇಂದ್ರಗಳಲ್ಲಿ ನಿಯಮಿತವಾಗಿ ದಿಢೀರ್ ತಪಾಸಣೆ ನಡೆಸುವಂತೆ ಅಧಿಕಾರಿಗಳಿಗೆ ಸೂಚಿಸಲಾಗಿದೆ. ಆಹಾರ ಸುರಕ್ಷತೆ ಮತ್ತು ಔಷಧ ಆಡಳಿತ ಇಲಾಖೆಯ ಅಂಕಿತ ಅಧಿಕಾರಿ ಮಹಮ್ಮದ್ ಜಿಲಾನಿ ಸೇರಿದಂತೆ ಆರೋಗ್ಯ ಇಲಾಖೆಯ ವಿವಿಧ ಅಧಿಕಾರಿಗಳು ತಪಾಸಣೆಯಲ್ಲಿ ಪಾಲ್ಗೊಂಡಿದ್ದರು. [61,2053,336,2251]
hotel-headline-1: ಹೋಟೆಲ್‌ಗಳಲ್ಲಿ ಆರೋಗ್ಯ ಇಲಾಖೆಯ ದಿಢೀರ್ ತಪಾಸಣೆ [138,1419,838,1463]
omc-body-mid: ಅಧಿಕೃತ ದೃಷ್ಟಿಕೋನವಿಲ್ಲದ ನಕ್ಷೆಯನ್ನು ಆಧರಿಸಿ ಗಡಿ ನಿಗದಿಪಡಿಸಿದರೆ ಕರ್ನಾಟಕದ ತಿಮ್ಮಪ್ಪ ಕೊಂಡ ಹಾಗೂ ಆಂಧ್ರಪ್ರದೇಶದ ಸುಗಲಮ್ಮ ಕೊಂಡ ನಡುವಿನ ಅಂತರರಾಜ್ಯ ಗಡಿ ಕುರಿತು ಹೊಸ ಗೊಂದಲ ಉಂಟಾಗಿ ಭೂ ವಿವಾದಗಳಿಗೆ ಅವಕಾಶವಾಗಬಹುದು ಎಂದು ಅವರು ಆತಂಕ ವ್ಯಕ್ತಪಡಿಸಿದ್ದಾರೆ. ಹೀಗಾಗಿ ಗುತ್ತಿಗೆ ಸಂಖ್ಯೆ 6ರ ಪಶ್ಚಿಮ ಗಡಿಯನ್ನು ಸ್ಕೆಚ್ ಮ್ಯಾಪ್ ಆಧಾರದಲ್ಲಿ ನಿಗದಿಪಡಿಸುವ ಪ್ರಸ್ತಾವನೆಯನ್ನು ಕೈಬಿಟ್ಟು ಉಳಿದ ಗುತ್ತಿಗೆ ಪ್ರದೇಶಗಳಿಗೆ ಬಳಸಿದ ಮಾನದಂಡವನ್ನೇ ಇಲ್ಲಿಯೂ ಅನುಸರಿಸಬೇಕು. ಗ್ರಾಮ ಗಡಿ ದೇಶಾ ಮತ್ತು ಅರಣ್ಯ ಇಲಾಖೆಯ [879,1146,1176,1270]
divider-center-vertical [587,810,589,1406]
divider-footer [58,2365,1463,2368]
drought-field-photo [59,918,581,1084]
sign-text-3: HOSPET JUNCTION [69,363,331,392]
chain-headline-1: ಚಾಕು ತೋರಿಸಿ ಮಹಿಳೆಯ ಮಾಂಗಲ್ಯ ಸರ ಕಳವು [998,138,1400,167]
date-text: ದಿನಾಂಕ : 28-08-2026 [81,75,294,100]
chain-body-b: ಶಾಲೆಯಲ್ಲಿ ಆಯಾ ಕೆಲಸ ಮಾಡುತ್ತಿದ್ದ ಗಾದಿಲಿಂಗಮ್ಮ (26) ಕಳವಿಗೆ ಒಳಗಾದವರು. ಮಧ್ಯಾಹ್ನ ಕೆಲಸ ಮುಗಿಸಿ ಕ್ವಾರ್ಟರ್ಸ್‌ನಲ್ಲಿ ವಿಶ್ರಾಂತಿ ಪಡೆಯುತ್ತಿದ್ದ ವೇಳೆ ಮುಖಕ್ಕೆ ಮಂಕಿಕ್ಯಾಪ್ ಹಾಗೂ ಕೈಗೆ ಗ್ಲೌಸ್ ಧರಿಸಿದ್ದ ಸುಮಾರು 20ರಿಂದ 25 ವರ್ಷದ ಅಪರಿಚಿತ ವ್ಯಕ್ತಿ ಮನೆಗೆ ಅಕ್ರಮವಾಗಿ ಪ್ರವೇಶಿಸಿದ್ದಾನೆ. [940,378,1129,483]
rss-headline-1: RSS ಪಥಸಂಚಲನದಲ್ಲಿ ಭಾಗಿಯಾದ ಆರೋಪ: [978,1424,1407,1455]
omc-mine-photo [1044,854,1460,1088]
divider-left-mid [58,810,586,812]
